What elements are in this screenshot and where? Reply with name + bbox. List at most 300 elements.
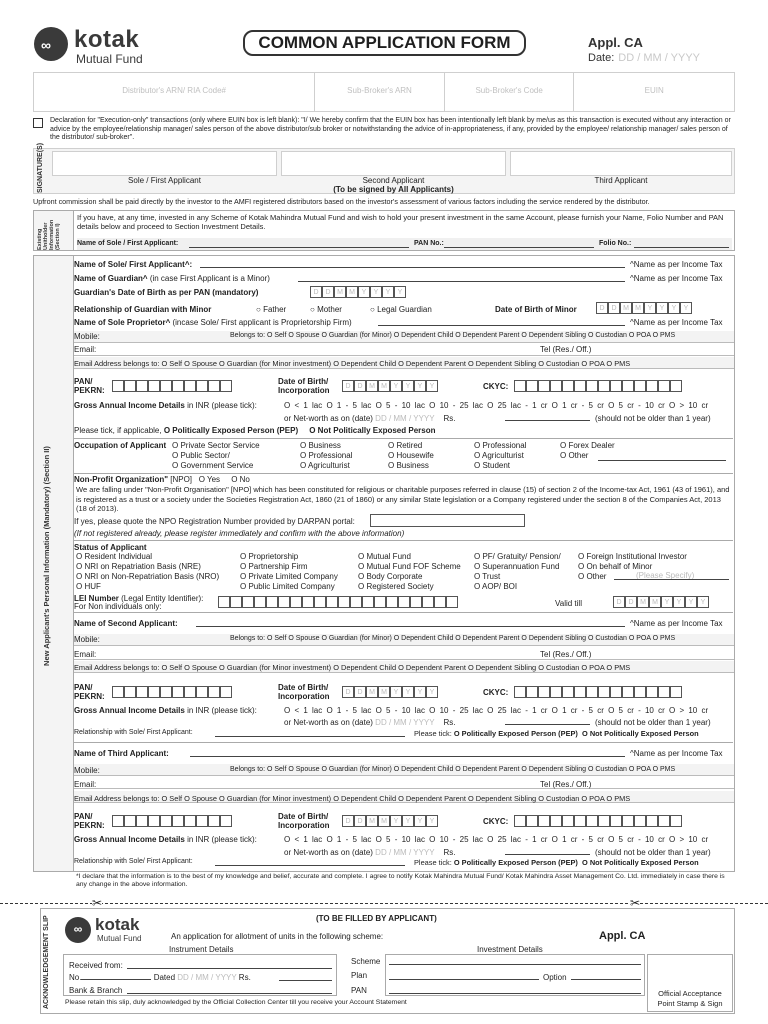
as-per-income-tax-4: ^Name as per Income Tax xyxy=(630,619,723,628)
as-per-income-tax-1: ^Name as per Income Tax xyxy=(630,260,723,269)
npo-yes[interactable]: O Yes xyxy=(198,475,221,484)
char-box[interactable] xyxy=(586,815,598,827)
option-item[interactable]: O Public Limited Company xyxy=(240,582,335,591)
first-applicant-input[interactable] xyxy=(200,267,625,268)
char-box[interactable] xyxy=(622,815,634,827)
occupation-col-2[interactable] xyxy=(300,441,352,471)
proprietor-input[interactable] xyxy=(378,325,625,326)
char-box[interactable] xyxy=(622,686,634,698)
char-box[interactable] xyxy=(302,596,314,608)
char-box[interactable] xyxy=(550,380,562,392)
char-box[interactable] xyxy=(550,686,562,698)
mother-option[interactable]: ○ Mother xyxy=(310,305,342,314)
char-box[interactable] xyxy=(196,815,208,827)
char-box[interactable]: D xyxy=(354,815,366,827)
char-box[interactable]: Y xyxy=(414,686,426,698)
guardian-dob-boxes[interactable] xyxy=(310,286,406,298)
option-item[interactable]: O Proprietorship xyxy=(240,552,299,561)
dob-minor-label: Date of Birth of Minor xyxy=(495,305,577,314)
mobile-label-2: Mobile: xyxy=(74,635,100,644)
char-box[interactable]: M xyxy=(346,286,358,298)
email-label-3: Email: xyxy=(74,780,97,789)
networth-amount-1[interactable] xyxy=(505,420,590,421)
ack-pan-input[interactable] xyxy=(389,993,641,994)
char-box[interactable]: Y xyxy=(680,302,692,314)
char-box[interactable] xyxy=(422,596,434,608)
option-item[interactable]: O Agriculturist xyxy=(300,461,350,470)
divider-2 xyxy=(73,473,733,474)
relationship-first-3: Relationship with Sole/ First Applicant: xyxy=(74,858,193,865)
dob-inc-text-1: Date of Birth/ xyxy=(278,377,329,386)
char-box[interactable]: Y xyxy=(390,815,402,827)
char-box[interactable]: M xyxy=(620,302,632,314)
char-box[interactable] xyxy=(374,596,386,608)
char-box[interactable]: Y xyxy=(644,302,656,314)
income-row-2 xyxy=(74,706,257,715)
upfront-commission-note: Upfront commission shall be paid directly by the investor to the AMFI registered distributors based on the investor's assessment of various factors including the service rendered by the distributor. xyxy=(33,197,650,206)
char-box[interactable] xyxy=(160,815,172,827)
char-box[interactable] xyxy=(574,686,586,698)
option-item[interactable]: O Private Limited Company xyxy=(240,572,338,581)
option-item[interactable]: O Professional xyxy=(474,441,527,450)
option-item[interactable]: O Government Service xyxy=(172,461,254,470)
scissors-icon-right: ✂ xyxy=(630,896,641,910)
char-box[interactable] xyxy=(598,686,610,698)
logo-subtitle: Mutual Fund xyxy=(76,52,143,66)
existing-pan-label: PAN No.: xyxy=(414,240,444,247)
char-box[interactable]: M xyxy=(334,286,346,298)
char-box[interactable] xyxy=(208,815,220,827)
income-options-3[interactable]: O < 1 lac O 1 - 5 lac O 5 - 10 lac O 10 - 25 lac O 25 lac - 1 cr O 1 cr - 5 cr O 5 cr - 10 cr O > 10 cr xyxy=(284,835,709,844)
sub-broker-arn-field[interactable]: Sub-Broker's ARN xyxy=(315,73,445,111)
not-older-1: (should not be older than 1 year) xyxy=(595,414,711,423)
not-pep-option-3[interactable]: O Not Politically Exposed Person xyxy=(582,858,699,867)
option-item[interactable]: O Superannuation Fund xyxy=(474,562,560,571)
char-box[interactable]: M xyxy=(366,380,378,392)
dob-inc-text-2: Date of Birth/ xyxy=(278,683,329,692)
char-box[interactable]: D xyxy=(322,286,334,298)
proprietor-note: (incase Sole/ First applicant is Proprietorship Firm) xyxy=(172,318,352,327)
char-box[interactable]: D xyxy=(596,302,608,314)
legal-text: Legal Guardian xyxy=(377,305,432,314)
char-box[interactable] xyxy=(290,596,302,608)
mobile-belongs-2[interactable]: Belongs to: O Self O Spouse O Guardian (for Minor) O Dependent Child O Dependent Parent O Dependent Sibling O Custodian O POA O PMS xyxy=(230,635,676,642)
ckyc-label-2: CKYC: xyxy=(483,688,509,697)
status-other-input[interactable] xyxy=(614,579,729,580)
char-box[interactable]: D xyxy=(613,596,625,608)
pep-option-1[interactable]: O Politically Exposed Person (PEP) xyxy=(163,426,299,435)
char-box[interactable]: M xyxy=(366,815,378,827)
char-box[interactable] xyxy=(242,596,254,608)
legal-guardian-option[interactable]: ○ Legal Guardian xyxy=(370,305,432,314)
char-box[interactable] xyxy=(410,596,422,608)
option-item[interactable]: O Foreign Institutional Investor xyxy=(578,552,687,561)
char-box[interactable] xyxy=(586,686,598,698)
ack-bank-label: Bank & Branch xyxy=(69,986,123,995)
option-item[interactable]: O HUF xyxy=(76,582,101,591)
email-belongs-3[interactable]: Email Address belongs to: O Self O Spouse O Guardian (for Minor investment) O Dependent Child O Dependent Parent O Dependent Sibling O Custodian O POA O PMS xyxy=(74,794,631,803)
dob-boxes-1[interactable] xyxy=(342,380,438,392)
networth-amount-2[interactable] xyxy=(505,724,590,725)
char-box[interactable]: D xyxy=(625,596,637,608)
pekrn-text-1: PEKRN: xyxy=(74,386,105,395)
char-box[interactable] xyxy=(208,686,220,698)
status-col-4[interactable] xyxy=(474,552,561,592)
please-tick-3: Please tick: xyxy=(414,858,452,867)
option-item[interactable]: O Registered Society xyxy=(358,582,434,591)
char-box[interactable]: Y xyxy=(402,815,414,827)
char-box[interactable]: Y xyxy=(402,686,414,698)
networth-date-3[interactable]: DD / MM / YYYY xyxy=(375,848,435,857)
status-col-2[interactable] xyxy=(240,552,338,592)
relationship-input-2[interactable] xyxy=(215,736,405,737)
char-box[interactable]: D xyxy=(354,380,366,392)
char-box[interactable] xyxy=(112,686,124,698)
char-box[interactable] xyxy=(136,380,148,392)
date-label: Date: xyxy=(588,52,615,64)
char-box[interactable] xyxy=(196,686,208,698)
option-item[interactable]: O On behalf of Minor xyxy=(578,562,653,571)
ack-date-ph[interactable]: DD / MM / YYYY xyxy=(177,973,237,982)
char-box[interactable] xyxy=(350,596,362,608)
char-box[interactable] xyxy=(526,380,538,392)
char-box[interactable] xyxy=(538,686,550,698)
existing-instruction: If you have, at any time, invested in any Scheme of Kotak Mahindra Mutual Fund and wish to hold your present investment in the same Account, please furnish your Name, Folio Number and PAN details below and proceed to Section Investment Details. xyxy=(77,213,724,231)
status-col-1[interactable] xyxy=(76,552,219,592)
char-box[interactable]: M xyxy=(378,686,390,698)
char-box[interactable]: Y xyxy=(382,286,394,298)
ckyc-boxes-2[interactable] xyxy=(514,686,682,698)
dob-boxes-3[interactable] xyxy=(342,815,438,827)
char-box[interactable]: M xyxy=(632,302,644,314)
char-box[interactable] xyxy=(218,596,230,608)
euin-field[interactable]: EUIN xyxy=(644,86,664,95)
option-item[interactable]: O Body Corporate xyxy=(358,572,423,581)
char-box[interactable] xyxy=(278,596,290,608)
char-box[interactable] xyxy=(184,380,196,392)
income-label-3: Gross Annual Income Details xyxy=(74,835,185,844)
char-box[interactable] xyxy=(398,596,410,608)
char-box[interactable] xyxy=(634,380,646,392)
option-item[interactable]: O Forex Dealer xyxy=(560,441,615,450)
relationship-first-2: Relationship with Sole/ First Applicant: xyxy=(74,729,193,736)
status-label: Status of Applicant xyxy=(74,543,147,552)
pep-option-3[interactable]: O Politically Exposed Person (PEP) xyxy=(453,858,578,867)
existing-folio-input[interactable] xyxy=(634,247,729,248)
second-applicant-input[interactable] xyxy=(196,626,625,627)
dob-boxes-2[interactable] xyxy=(342,686,438,698)
option-item[interactable]: O Mutual Fund FOF Scheme xyxy=(358,562,461,571)
char-box[interactable] xyxy=(646,686,658,698)
ack-retain-note: Please retain this slip, duly acknowledged by the Official Collection Center till you receive your Account Statement xyxy=(65,999,407,1006)
char-box[interactable] xyxy=(220,815,232,827)
char-box[interactable]: D xyxy=(310,286,322,298)
lei-boxes[interactable] xyxy=(218,596,458,608)
char-box[interactable] xyxy=(184,815,196,827)
option-item[interactable]: O Agriculturist xyxy=(474,451,524,460)
char-box[interactable] xyxy=(230,596,242,608)
third-applicant-input[interactable] xyxy=(190,756,625,757)
occupation-col-4[interactable] xyxy=(474,441,526,471)
incorp-text-1: Incorporation xyxy=(278,386,330,395)
sub-broker-code-field[interactable]: Sub-Broker's Code xyxy=(445,73,575,111)
date-field[interactable] xyxy=(588,52,700,64)
proprietor-row xyxy=(74,318,352,327)
char-box[interactable]: Y xyxy=(426,686,438,698)
first-signature-box[interactable] xyxy=(52,151,277,176)
email-belongs-2[interactable]: Email Address belongs to: O Self O Spouse O Guardian (for Minor investment) O Dependent Child O Dependent Parent O Dependent Sibling O Custodian O POA O PMS xyxy=(74,663,631,672)
char-box[interactable]: Y xyxy=(402,380,414,392)
ack-logo-name: kotak xyxy=(95,915,140,934)
char-box[interactable] xyxy=(160,686,172,698)
char-box[interactable]: Y xyxy=(656,302,668,314)
pan-boxes-2[interactable] xyxy=(112,686,232,698)
occupation-col-3[interactable] xyxy=(388,441,434,471)
option-item[interactable]: O Mutual Fund xyxy=(358,552,411,561)
ack-option-input[interactable] xyxy=(571,979,641,980)
ack-investment-box xyxy=(385,954,645,996)
status-col-3[interactable] xyxy=(358,552,461,592)
option-item[interactable]: O Retired xyxy=(388,441,423,450)
char-box[interactable] xyxy=(124,686,136,698)
char-box[interactable]: M xyxy=(637,596,649,608)
existing-pan-input[interactable] xyxy=(444,247,594,248)
char-box[interactable] xyxy=(514,380,526,392)
second-signature-label xyxy=(281,176,506,194)
char-box[interactable] xyxy=(550,815,562,827)
income-label-1: Gross Annual Income Details xyxy=(74,401,185,410)
char-box[interactable] xyxy=(634,815,646,827)
option-item[interactable]: O AOP/ BOI xyxy=(474,582,518,591)
char-box[interactable] xyxy=(526,686,538,698)
guardian-input[interactable] xyxy=(298,281,625,282)
ack-bank-input[interactable] xyxy=(127,993,332,994)
char-box[interactable] xyxy=(646,815,658,827)
char-box[interactable] xyxy=(586,380,598,392)
ckyc-boxes-1[interactable] xyxy=(514,380,682,392)
char-box[interactable]: Y xyxy=(394,286,406,298)
ack-received-input[interactable] xyxy=(127,968,332,969)
option-item[interactable]: O Student xyxy=(474,461,511,470)
char-box[interactable] xyxy=(658,380,670,392)
char-box[interactable] xyxy=(658,815,670,827)
char-box[interactable] xyxy=(326,596,338,608)
char-box[interactable] xyxy=(266,596,278,608)
option-item[interactable]: O Housewife xyxy=(388,451,434,460)
networth-row-2 xyxy=(284,718,455,727)
char-box[interactable] xyxy=(148,815,160,827)
char-box[interactable] xyxy=(172,686,184,698)
mobile-belongs-1[interactable]: Belongs to: O Self O Spouse O Guardian (for Minor) O Dependent Child O Dependent Parent O Dependent Sibling O Custodian O POA O PMS xyxy=(230,332,676,339)
darpan-input[interactable] xyxy=(370,514,525,527)
char-box[interactable] xyxy=(172,815,184,827)
option-item[interactable]: O NRI on Non-Repatriation Basis (NRO) xyxy=(76,572,220,581)
option-item[interactable]: O Resident Individual xyxy=(76,552,153,561)
char-box[interactable] xyxy=(124,380,136,392)
char-box[interactable]: Y xyxy=(414,815,426,827)
income-options-1[interactable]: O < 1 lac O 1 - 5 lac O 5 - 10 lac O 10 - 25 lac O 25 lac - 1 cr O 1 cr - 5 cr O 5 cr - 10 cr O > 10 cr xyxy=(284,401,709,410)
ack-plan-label: Plan xyxy=(351,971,368,980)
char-box[interactable] xyxy=(362,596,374,608)
char-box[interactable] xyxy=(574,815,586,827)
char-box[interactable] xyxy=(646,380,658,392)
income-options-2[interactable]: O < 1 lac O 1 - 5 lac O 5 - 10 lac O 10 - 25 lac O 25 lac - 1 cr O 1 cr - 5 cr O 5 cr - 10 cr O > 10 cr xyxy=(284,706,709,715)
char-box[interactable] xyxy=(622,380,634,392)
char-box[interactable] xyxy=(220,380,232,392)
char-box[interactable] xyxy=(610,815,622,827)
char-box[interactable] xyxy=(184,686,196,698)
email-band-2 xyxy=(74,648,734,660)
char-box[interactable]: Y xyxy=(685,596,697,608)
char-box[interactable]: Y xyxy=(390,380,402,392)
char-box[interactable] xyxy=(148,380,160,392)
char-box[interactable] xyxy=(338,596,350,608)
option-item[interactable]: O Other xyxy=(578,572,607,581)
char-box[interactable]: D xyxy=(342,815,354,827)
char-box[interactable] xyxy=(112,815,124,827)
option-item[interactable]: O Other xyxy=(560,451,589,460)
char-box[interactable] xyxy=(314,596,326,608)
char-box[interactable]: D xyxy=(608,302,620,314)
npo-no[interactable]: O No xyxy=(231,475,250,484)
occupation-other-input[interactable] xyxy=(598,460,726,461)
ack-no-row xyxy=(69,973,251,982)
char-box[interactable] xyxy=(598,815,610,827)
networth-date-1[interactable]: DD / MM / YYYY xyxy=(375,414,435,423)
option-item[interactable]: O NRI on Repatriation Basis (NRE) xyxy=(76,562,201,571)
char-box[interactable] xyxy=(634,686,646,698)
dob-inc-label-3 xyxy=(278,812,330,830)
ack-plan-input[interactable] xyxy=(389,979,539,980)
occupation-col-5[interactable] xyxy=(560,441,615,461)
minor-dob-boxes[interactable] xyxy=(596,302,692,314)
ckyc-boxes-3[interactable] xyxy=(514,815,682,827)
option-item[interactable]: O Business xyxy=(300,441,341,450)
char-box[interactable] xyxy=(562,380,574,392)
char-box[interactable]: Y xyxy=(697,596,709,608)
char-box[interactable] xyxy=(670,686,682,698)
char-box[interactable] xyxy=(598,380,610,392)
option-item[interactable]: O Business xyxy=(388,461,429,470)
char-box[interactable] xyxy=(446,596,458,608)
char-box[interactable] xyxy=(538,380,550,392)
option-item[interactable]: O Professional xyxy=(300,451,353,460)
char-box[interactable] xyxy=(562,815,574,827)
char-box[interactable] xyxy=(526,815,538,827)
char-box[interactable] xyxy=(574,380,586,392)
option-item[interactable]: O Private Sector Service xyxy=(172,441,260,450)
char-box[interactable]: Y xyxy=(673,596,685,608)
third-signature-box[interactable] xyxy=(510,151,732,176)
char-box[interactable] xyxy=(196,380,208,392)
signatures-side-label: SIGNATURE(S) xyxy=(37,142,44,193)
char-box[interactable]: D xyxy=(342,380,354,392)
char-box[interactable]: D xyxy=(354,686,366,698)
npo-label: Non-Profit Organization" xyxy=(74,475,169,484)
mobile-belongs-3[interactable]: Belongs to: O Self O Spouse O Guardian (for Minor) O Dependent Child O Dependent Parent O Dependent Sibling O Custodian O POA O PMS xyxy=(230,766,676,773)
char-box[interactable]: D xyxy=(342,686,354,698)
option-item[interactable]: O Public Sector/ xyxy=(172,451,230,460)
occupation-col-1[interactable] xyxy=(172,441,260,471)
char-box[interactable] xyxy=(538,815,550,827)
email-belongs-1[interactable]: Email Address belongs to: O Self O Spouse O Guardian (for Minor investment) O Dependent Child O Dependent Parent O Dependent Sibling O Custodian O POA O PMS xyxy=(74,359,631,368)
divider-5 xyxy=(73,742,733,743)
char-box[interactable]: Y xyxy=(426,815,438,827)
char-box[interactable] xyxy=(514,686,526,698)
dob-inc-label-1 xyxy=(278,377,330,395)
char-box[interactable] xyxy=(562,686,574,698)
pep-option-2[interactable]: O Politically Exposed Person (PEP) xyxy=(453,729,578,738)
arn-field[interactable]: Distributor's ARN/ RIA Code# xyxy=(34,73,315,111)
char-box[interactable] xyxy=(208,380,220,392)
guardian-note: (in case First Applicant is a Minor) xyxy=(149,274,270,283)
char-box[interactable] xyxy=(136,686,148,698)
valid-till-boxes[interactable] xyxy=(613,596,709,608)
networth-amount-3[interactable] xyxy=(505,854,590,855)
char-box[interactable] xyxy=(658,686,670,698)
char-box[interactable] xyxy=(670,815,682,827)
mother-text: Mother xyxy=(317,305,342,314)
char-box[interactable]: Y xyxy=(370,286,382,298)
ack-scheme-input[interactable] xyxy=(389,964,641,965)
char-box[interactable]: Y xyxy=(668,302,680,314)
char-box[interactable]: M xyxy=(378,815,390,827)
char-box[interactable]: Y xyxy=(390,686,402,698)
char-box[interactable] xyxy=(172,380,184,392)
char-box[interactable]: Y xyxy=(358,286,370,298)
char-box[interactable] xyxy=(148,686,160,698)
father-text: Father xyxy=(263,305,287,314)
existing-name-input[interactable] xyxy=(189,247,409,248)
char-box[interactable] xyxy=(514,815,526,827)
char-box[interactable] xyxy=(386,596,398,608)
tel-label-3: Tel (Res./ Off.) xyxy=(540,780,592,789)
char-box[interactable] xyxy=(434,596,446,608)
char-box[interactable] xyxy=(220,686,232,698)
not-pep-option-1[interactable]: O Not Politically Exposed Person xyxy=(309,426,436,435)
char-box[interactable]: M xyxy=(366,686,378,698)
pan-boxes-3[interactable] xyxy=(112,815,232,827)
char-box[interactable] xyxy=(160,380,172,392)
char-box[interactable]: Y xyxy=(426,380,438,392)
option-item[interactable]: O Trust xyxy=(474,572,501,581)
as-per-income-tax-5: ^Name as per Income Tax xyxy=(630,749,723,758)
char-box[interactable]: Y xyxy=(661,596,673,608)
networth-date-2[interactable]: DD / MM / YYYY xyxy=(375,718,435,727)
pan-boxes-1[interactable] xyxy=(112,380,232,392)
char-box[interactable]: M xyxy=(649,596,661,608)
char-box[interactable]: Y xyxy=(414,380,426,392)
second-signature-box[interactable] xyxy=(281,151,506,176)
option-item[interactable]: O PF/ Gratuity/ Pension/ xyxy=(474,552,561,561)
execution-only-checkbox[interactable] xyxy=(33,118,43,128)
char-box[interactable]: M xyxy=(378,380,390,392)
relationship-input-3[interactable] xyxy=(215,865,405,866)
char-box[interactable] xyxy=(112,380,124,392)
char-box[interactable] xyxy=(610,686,622,698)
ack-rs-input[interactable] xyxy=(279,980,332,981)
char-box[interactable] xyxy=(124,815,136,827)
option-item[interactable]: O Partnership Firm xyxy=(240,562,308,571)
signature-row xyxy=(33,142,735,194)
father-option[interactable]: ○ Father xyxy=(256,305,287,314)
char-box[interactable] xyxy=(670,380,682,392)
char-box[interactable] xyxy=(136,815,148,827)
char-box[interactable] xyxy=(610,380,622,392)
char-box[interactable] xyxy=(254,596,266,608)
not-pep-option-2[interactable]: O Not Politically Exposed Person xyxy=(582,729,699,738)
pan-label-1 xyxy=(74,377,105,395)
